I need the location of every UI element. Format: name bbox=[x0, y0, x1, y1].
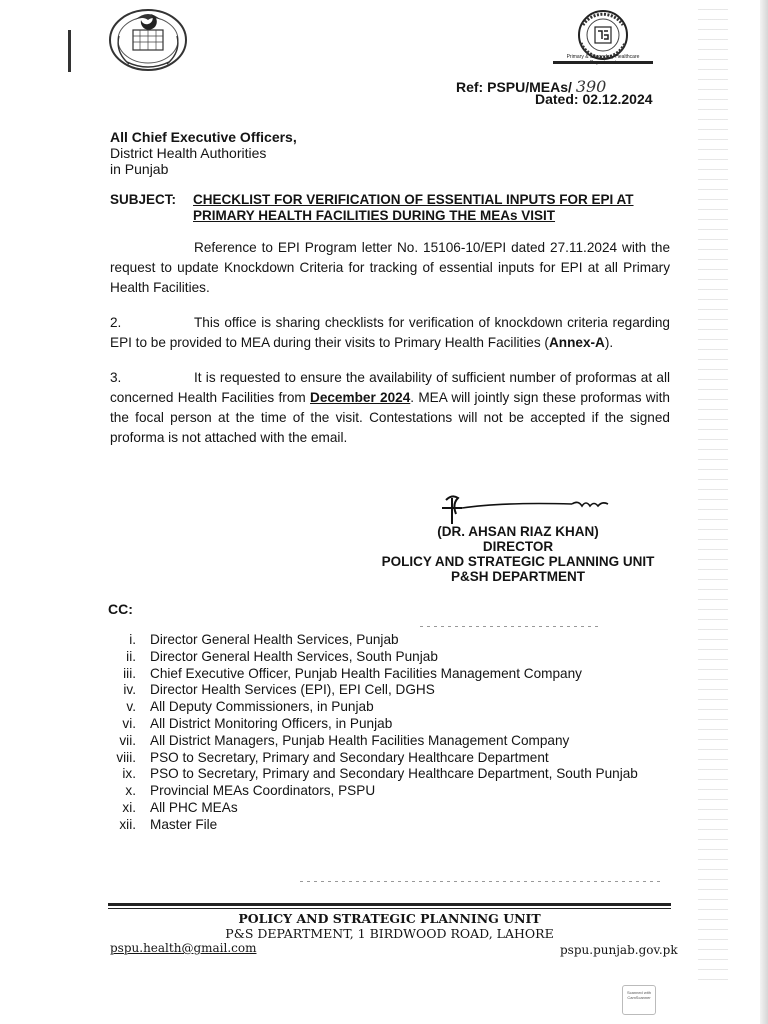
subject-label: SUBJECT: bbox=[110, 192, 177, 207]
addressee-line-1: All Chief Executive Officers, bbox=[110, 129, 297, 145]
signatory-title: DIRECTOR bbox=[482, 539, 554, 554]
cc-item: v. All Deputy Commissioners, in Punjab bbox=[126, 699, 374, 715]
cc-item: x. Provincial MEAs Coordinators, PSPU bbox=[125, 783, 376, 799]
scan-edge-speckle bbox=[698, 0, 728, 980]
scan-dotted-line bbox=[420, 626, 600, 627]
cc-item: ix. PSO to Secretary, Primary and Secondary Healthcare Department, South Punjab bbox=[122, 766, 638, 782]
signatory-block bbox=[370, 524, 666, 584]
footer-rule-thin bbox=[108, 908, 671, 909]
subject-line-2: PRIMARY HEALTH FACILITIES DURING THE MEAs VISIT bbox=[193, 208, 556, 223]
camscanner-badge: Scanned with CamScanner bbox=[622, 985, 656, 1015]
paragraph-3-end: . MEA will jointly sign these proformas with the focal person at the time of the visit. Contestations will not be accepted if the signed proforma is not attached with the email. bbox=[110, 390, 670, 445]
paragraph-3 bbox=[110, 368, 670, 448]
paragraph-2-end: ). bbox=[604, 335, 614, 350]
cc-item: vi. All District Monitoring Officers, in Punjab bbox=[122, 715, 393, 731]
footer-email-link[interactable]: pspu.health@gmail.com bbox=[110, 941, 257, 955]
subject-line-1: CHECKLIST FOR VERIFICATION OF ESSENTIAL INPUTS FOR EPI AT bbox=[193, 192, 634, 207]
footer-address: P&S DEPARTMENT, 1 BIRDWOOD ROAD, LAHORE bbox=[225, 926, 554, 941]
cc-item: xii. Master File bbox=[119, 816, 218, 832]
cc-item: iii. Chief Executive Officer, Punjab Health Facilities Management Company bbox=[123, 665, 582, 681]
addressee-line-2: District Health Authorities bbox=[110, 145, 267, 161]
signatory-unit: POLICY AND STRATEGIC PLANNING UNIT bbox=[381, 554, 655, 569]
addressee-line-3: in Punjab bbox=[110, 161, 169, 177]
footer-rule-thick bbox=[108, 903, 671, 906]
signatory-name: (DR. AHSAN RIAZ KHAN) bbox=[437, 524, 599, 539]
cc-item: iv. Director Health Services (EPI), EPI Cell, DGHS bbox=[123, 682, 435, 698]
cc-list bbox=[100, 632, 638, 834]
paragraph-2-number: 2. bbox=[110, 315, 122, 330]
paragraph-2-text: This office is sharing checklists for verification of knockdown criteria regarding EPI to be provided to MEA during their visits to Primary Health Facilities ( bbox=[110, 315, 670, 350]
paragraph-3-number: 3. bbox=[110, 370, 122, 385]
scan-dotted-line bbox=[300, 881, 660, 882]
annex-reference: Annex-A bbox=[548, 335, 605, 350]
cc-label: CC: bbox=[108, 601, 133, 617]
letter-date: Dated: 02.12.2024 bbox=[535, 91, 653, 107]
director-signature bbox=[438, 490, 618, 526]
subject-text bbox=[193, 192, 671, 224]
footer-website-link[interactable]: pspu.punjab.gov.pk bbox=[560, 943, 678, 957]
seal-bar bbox=[553, 61, 653, 64]
signatory-department: P&SH DEPARTMENT bbox=[450, 569, 585, 584]
paragraph-2 bbox=[110, 313, 670, 353]
cc-item: ii. Director General Health Services, South Punjab bbox=[126, 648, 438, 664]
cc-item: xi. All PHC MEAs bbox=[122, 799, 238, 815]
cc-item: viii. PSO to Secretary, Primary and Secondary Healthcare Department bbox=[116, 749, 549, 765]
seal-caption: Primary & Secondary Healthcare bbox=[566, 54, 640, 60]
reference-prefix: Ref: PSPU/MEAs/ bbox=[456, 79, 572, 95]
margin-mark bbox=[68, 30, 71, 72]
paragraph-3-text: It is requested to ensure the availability of sufficient number of proformas at all concerned Health Facilities from bbox=[110, 370, 670, 405]
reference-handwritten-number: 390 bbox=[575, 77, 607, 96]
footer-title: POLICY AND STRATEGIC PLANNING UNIT bbox=[238, 911, 541, 926]
cc-item: i. Director General Health Services, Punjab bbox=[129, 632, 399, 647]
effective-month: December 2024 bbox=[310, 390, 411, 405]
paragraph-1: Reference to EPI Program letter No. 15106-10/EPI dated 27.11.2024 with the request to update Knockdown Criteria for tracking of essential inputs for EPI at all Primary Health Facilities. bbox=[110, 240, 670, 295]
punjab-government-crest-icon bbox=[105, 6, 191, 74]
scan-edge-shadow bbox=[760, 0, 768, 1024]
cc-item: vii. All District Managers, Punjab Health Facilities Management Company bbox=[119, 732, 570, 748]
addressee bbox=[110, 129, 297, 177]
